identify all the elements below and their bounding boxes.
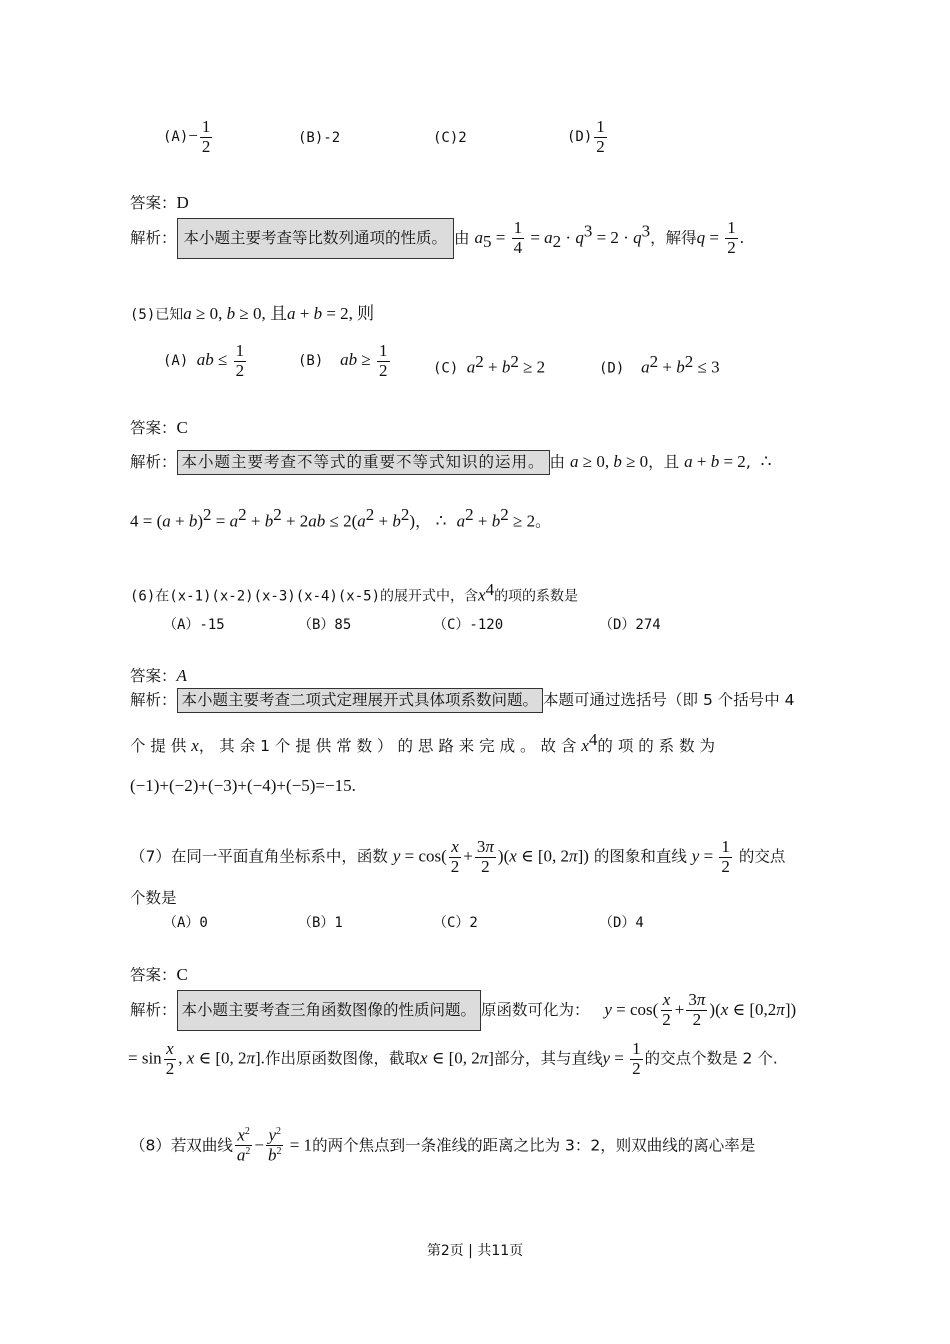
q7-option-c: （C）2 [433, 915, 478, 931]
q6-answer: 答案：A [130, 666, 187, 685]
q4-analysis: 解析： 本小题主要考查等比数列通项的性质。 由 $a_5$ = $\frac{1}{4}$ = $a_2 \cdot q^3 = 2 \cdot q^3$，解得q = $\frac{1}{2}$ . [130, 218, 744, 257]
q4-option-c: (C)2 [433, 130, 467, 146]
q7-stem-line2: 个数是 [130, 889, 177, 907]
q5-answer: 答案：C [130, 418, 188, 437]
q5-option-d: (D) $a^2 + b^2 \le 3$ [599, 352, 720, 377]
q6-option-c: （C）-120 [433, 617, 504, 633]
q7-option-a: （A）0 [163, 915, 208, 931]
q7-stem: （7）在同一平面直角坐标系中，函数 y = cos( $\frac{x}{2}$ + $\frac{3\pi}{2}$ )(x ∈ [0, 2π]) 的图象和直线 y = $\frac{1}{2}$ 的交点 [130, 837, 786, 876]
q7-option-d: （D）4 [599, 915, 644, 931]
q6-option-a: （A）-15 [163, 617, 225, 633]
q6-analysis-formula: (−1)+(−2)+(−3)+(−4)+(−5)=−15. [130, 776, 356, 795]
q5-stem: (5)已知a ≥ 0, b ≥ 0, 且a + b = 2, 则 [130, 304, 375, 323]
q5-option-a: (A) ab ≤ $\frac{1}{2}$ [163, 341, 245, 380]
q7-analysis-line2: = sin $\frac{x}{2}$ , x ∈ [0, 2π].作出原函数图像，截取x ∈ [0, 2π]部分，其与直线y = $\frac{1}{2}$ 的交点个数是 2 个. [128, 1039, 778, 1078]
q6-analysis-box: 本小题主要考查二项式定理展开式具体项系数问题。 [177, 688, 544, 713]
q4-option-a: (A)− $\frac{1}{2}$ [163, 117, 211, 156]
q6-option-b: （B）85 [298, 617, 352, 633]
q4-analysis-box: 本小题主要考查等比数列通项的性质。 [177, 218, 455, 259]
q6-analysis: 解析： 本小题主要考查二项式定理展开式具体项系数问题。 本题可通过选括号（即 5 个括号中 4 [130, 688, 795, 713]
q7-answer: 答案：C [130, 965, 188, 984]
q7-analysis-box: 本小题主要考查三角函数图像的性质问题。 [177, 990, 482, 1031]
page-footer: 第2页 | 共11页 [426, 1243, 524, 1259]
q7-option-b: （B）1 [298, 915, 343, 931]
q4-option-d: (D) $\frac{1}{2}$ [567, 117, 605, 156]
q4-answer: 答案：D [130, 193, 189, 212]
q5-option-c: (C) $a^2 + b^2 \ge 2$ [433, 352, 546, 377]
q4-option-b: (B)-2 [298, 130, 341, 146]
q6-stem: (6)在(x-1)(x-2)(x-3)(x-4)(x-5)的展开式中，含$x^4$的项的系数是 [130, 580, 579, 605]
q5-analysis-formula: $4 = (a + b)^2 = a^2 + b^2 + 2ab \le 2(a^2 + b^2)$， ∴ $a^2 + b^2 \ge 2$。 [130, 505, 551, 531]
q6-analysis-line2: 个 提 供 x， 其 余 1 个 提 供 常 数 ） 的 思 路 来 完 成 。 故 含 $x^4$的 项 的 系 数 为 [130, 730, 716, 756]
q5-analysis-box: 本小题主要考查不等式的重要不等式知识的运用。 [177, 450, 550, 475]
q7-analysis: 解析： 本小题主要考查三角函数图像的性质问题。 原函数可化为： y = cos( $\frac{x}{2}$ + $\frac{3\pi}{2}$ )(x ∈ [0,2π]) [130, 990, 797, 1029]
q8-stem: （8）若双曲线 $\frac{x^2}{a^2}$ − $\frac{y^2}{b^2}$ = 1的两个焦点到一条准线的距离之比为 3：2，则双曲线的离心率是 [130, 1125, 756, 1165]
q5-analysis: 解析： 本小题主要考查不等式的重要不等式知识的运用。 由 a ≥ 0, b ≥ 0，且 a + b = 2, ∴ [130, 450, 771, 475]
q6-option-d: （D）274 [599, 617, 661, 633]
q5-option-b: (B) ab ≥ $\frac{1}{2}$ [298, 341, 388, 380]
